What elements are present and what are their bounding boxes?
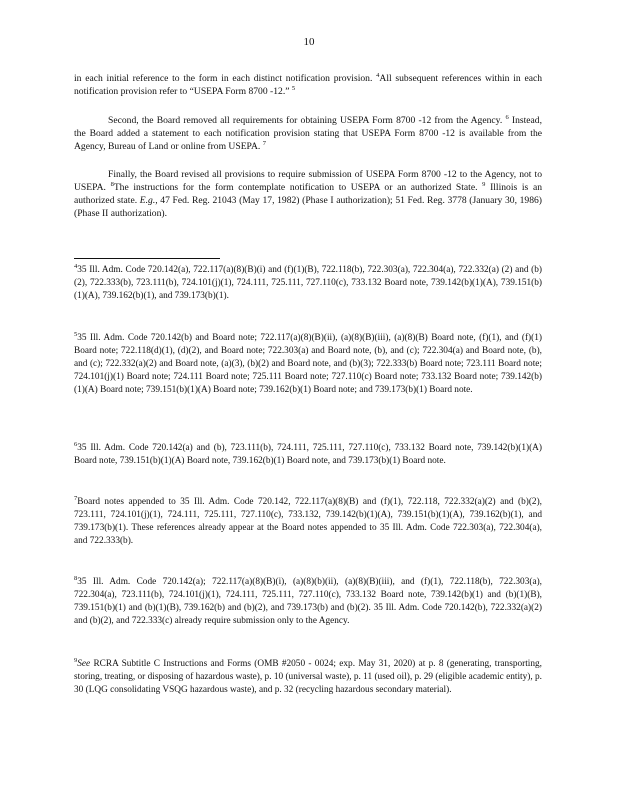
- footnote-mark: 6: [74, 441, 78, 448]
- footnote-7: [74, 496, 542, 548]
- footnote-text: RCRA Subtitle C Instructions and Forms (OMB #2050 - 0024; exp. May 31, 2020) at p. 8 (generating, transporting, storing, treating, or disposing of hazardous waste), p. 10 (universal waste), p. 11 (used oil), p. 29 (eligible academic entity), p. 30 (LQG consolidating VSQG hazardous waste), and p. 32 (recycling hazardous secondary material).: [74, 659, 543, 695]
- paragraph-text: Instead, the Board added a statement to each notification provision stating that USEPA Form 8700 -12 is available from the Agency, Bureau of Land or online from USEPA.: [74, 115, 542, 152]
- footnote-mark: 4: [74, 263, 78, 270]
- footnote-ref[interactable]: 7: [262, 140, 266, 147]
- body-paragraph-3: [74, 168, 542, 220]
- footnote-mark: 7: [74, 495, 78, 502]
- footnote-6: [74, 442, 542, 468]
- paragraph-text: 47 Fed. Reg. 21043 (May 17, 1982) (Phase I authorization); 51 Fed. Reg. 3778 (January 30, 1986) (Phase II authorization).: [74, 195, 543, 219]
- paragraph-text: Finally, the Board revised all provisions to require submission of USEPA Form 8700 -12 to the Agency, not to USEPA.: [74, 169, 542, 193]
- paragraph-text: All subsequent references within in each notification provision refer to “USEPA Form 8700 -12.”: [74, 73, 543, 97]
- footnote-8: [74, 576, 542, 628]
- eg-italic: E.g.,: [139, 195, 158, 206]
- paragraph-text: in each initial reference to the form in each distinct notification provision.: [74, 73, 373, 84]
- see-italic: See: [77, 659, 91, 669]
- footnote-ref[interactable]: 8: [110, 181, 114, 188]
- footnote-ref[interactable]: 5: [291, 85, 296, 92]
- page-number: 10: [303, 36, 315, 48]
- footnote-text: 35 Ill. Adm. Code 720.142(a) and (b), 723.111(b), 724.111, 725.111, 727.110(c), 733.132 Board note, 739.142(b)(1)(A) Board note, 739.151(b)(1)(A) Board note, 739.162(b)(1) Board note, and 739.173(b)(1) Board note.: [74, 443, 542, 466]
- paragraph-text: The instructions for the form contemplate notification to USEPA or an authorized State.: [113, 182, 478, 193]
- footnote-text: 35 Ill. Adm. Code 720.142(a); 722.117(a)(8)(B)(i), (a)(8)(b)(ii), (a)(8)(B)(iii), and (f)(1), 722.118(b), 722.303(a), 722.304(a), 723.111(b), 724.101(j)(1), 724.111, 725.111, 727.110(c), 733.132 Board note, 739.142(b)(1) and (b)(1)(B), 739.151(b)(1) and (b)(1)(B), 739.162(b) and (b)(2), and 739.173(b) and (b)(2). 35 Ill. Adm. Code 720.142(b), 722.332(a)(2) and (b)(2), and 722.333(c) already require submission only to the Agency.: [74, 577, 542, 626]
- footnote-mark: 5: [74, 331, 78, 338]
- footnote-4: [74, 264, 542, 303]
- footnote-ref[interactable]: 4: [376, 72, 380, 79]
- paragraph-text: Second, the Board removed all requirements for obtaining USEPA Form 8700 -12 from the Agency.: [108, 115, 503, 126]
- footnote-ref[interactable]: 9: [482, 181, 486, 188]
- paragraph-text: Illinois is an authorized state.: [74, 182, 542, 206]
- body-paragraph-2: [74, 114, 542, 153]
- footnote-ref[interactable]: 6: [505, 114, 509, 121]
- footnote-5: [74, 332, 542, 397]
- footnote-text: Board notes appended to 35 Ill. Adm. Code 720.142, 722.117(a)(8)(B) and (f)(1), 722.118, 722.332(a)(2) and (b)(2), 723.111, 724.101(j)(1), 724.111, 725.111, 727.110(c), 733.132, 739.142(b)(1)(A), 739.151(b)(1)(A), 739.162(b)(1), and 739.173(b)(1). These references already appear at the Board notes appended to 35 Ill. Adm. Code 722.303(a), 722.304(a), and 722.333(b).: [74, 497, 542, 546]
- footnote-text: 35 Ill. Adm. Code 720.142(b) and Board note; 722.117(a)(8)(B)(ii), (a)(8)(B)(iii), (a)(8)(B) Board note, (f)(1), and (f)(1) Board note; 722.118(d)(1), (d)(2), and Board note; 722.303(a) and Board note, (b), and (c); 722.304(a) and Board note, (b), and (c); 722.332(a)(2) and Board note, (a)(3), (b)(2) and Board note, and (b)(3); 722.333(b) Board note; 723.111 Board note; 724.101(j)(1) Board note; 724.111 Board note; 725.111 Board note; 727.110(c) Board note; 733.132 Board note; 739.142(b)(1)(A) Board note; 739.151(b)(1)(A) Board note; 739.162(b)(1) Board note; and 739.173(b)(1) Board note.: [74, 333, 542, 395]
- body-paragraph-1: [74, 72, 542, 98]
- footnote-text: 35 Ill. Adm. Code 720.142(a), 722.117(a)(8)(B)(i) and (f)(1)(B), 722.118(b), 722.303(a), 722.304(a), 722.332(a) (2) and (b)(2), 722.333(b), 723.111(b), 724.101(j)(1), 724.111, 725.111, 727.110(c), 733.132 Board note, 739.142(b)(1)(A), 739.151(b)(1)(A), 739.162(b)(1), and 739.173(b)(1).: [74, 265, 542, 301]
- footnote-separator: [74, 258, 220, 259]
- footnote-mark: 8: [74, 575, 78, 582]
- footnote-9: [74, 658, 542, 697]
- footnote-mark: 9: [74, 657, 78, 664]
